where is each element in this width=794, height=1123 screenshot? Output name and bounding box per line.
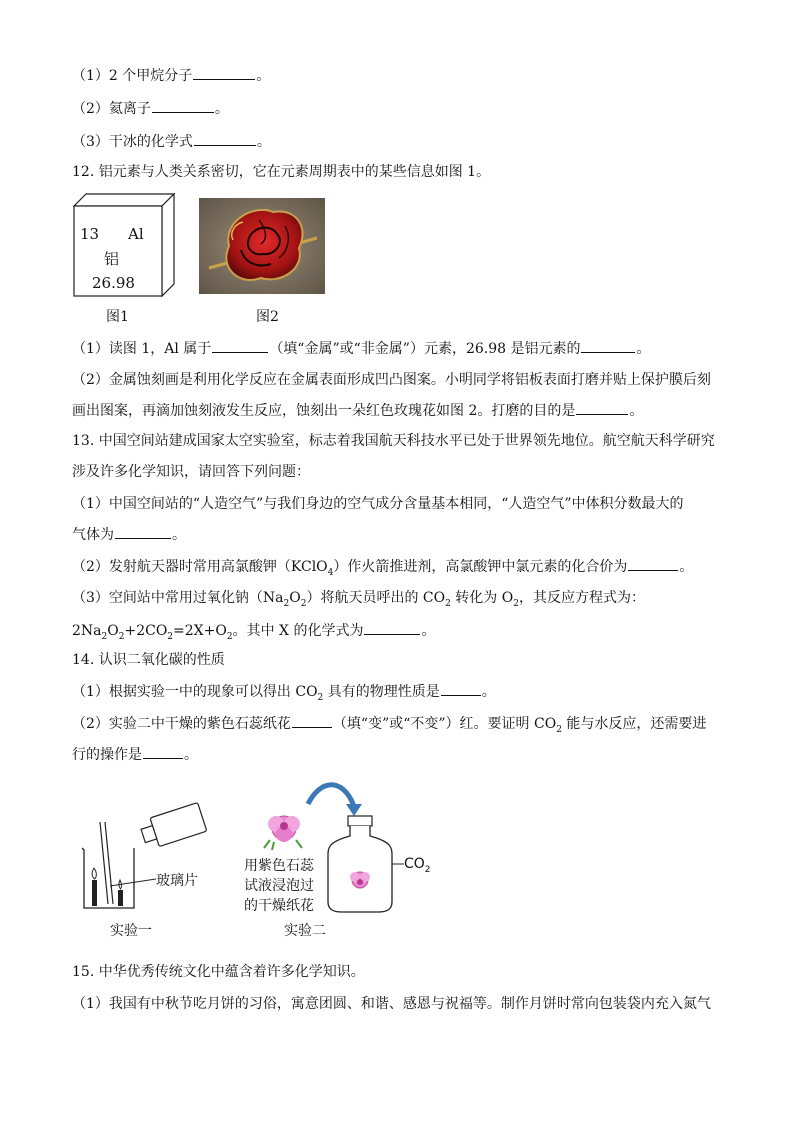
element-symbol: Al xyxy=(128,225,144,243)
answer-blank[interactable] xyxy=(628,556,678,571)
q12-p1: （1）读图 1，Al 属于 （填“金属”或“非金属”）元素，26.98 是铝元素的 。 xyxy=(72,338,650,359)
answer-blank[interactable] xyxy=(441,681,481,696)
answer-blank[interactable] xyxy=(581,338,635,353)
q11-s3: （3）干冰的化学式 。 xyxy=(72,131,271,152)
q12-p2b: 画出图案，再滴加蚀刻液发生反应，蚀刻出一朵红色玫瑰花如图 2。打磨的目的是 。 xyxy=(72,400,643,421)
answer-blank[interactable] xyxy=(292,713,332,728)
glass-plate-label: 玻璃片 xyxy=(156,873,198,889)
fig1-caption: 图1 xyxy=(106,309,129,325)
answer-blank[interactable] xyxy=(576,400,628,415)
element-mass: 26.98 xyxy=(92,274,135,292)
answer-blank[interactable] xyxy=(194,131,256,146)
q13-p1b: 气体为 。 xyxy=(72,524,186,545)
fig2-caption: 图2 xyxy=(256,309,279,325)
q13-stem2: 涉及许多化学知识，请回答下列问题： xyxy=(72,464,310,480)
element-number: 13 xyxy=(80,225,100,243)
q13-equation: $2Na_2O_2+2CO_2=2X+O_2$。其中 X 的化学式为 。 xyxy=(72,620,435,641)
answer-blank[interactable] xyxy=(143,744,183,759)
etched-rose-photo xyxy=(199,198,325,294)
answer-blank[interactable] xyxy=(193,65,255,80)
q14-p1: （1）根据实验一中的现象可以得出 $CO_2$ 具有的物理性质是 。 xyxy=(72,681,496,702)
q14-p2d: 行的操作是 。 xyxy=(72,744,198,765)
q13-stem1: 13. 中国空间站建成国家太空实验室，标志着我国航天科技水平已处于世界领先地位。航空航天科学研究 xyxy=(72,433,715,449)
q12-p2a: （2）金属蚀刻画是利用化学反应在金属表面形成凹凸图案。小明同学将铝板表面打磨并贴上保护膜后刻 xyxy=(72,372,711,388)
q11-s2: （2）氦离子 。 xyxy=(72,98,229,119)
q13-p2: （2）发射航天器时常用高氯酸钾（KClO$_4$）作火箭推进剂，高氯酸钾中氯元素的化合价为 。 xyxy=(72,556,693,577)
q14-p2: （2）实验二中干燥的紫色石蕊纸花 （填“变”或“不变”）红。要证明 $CO_2$ 能与水反应，还需要进 xyxy=(72,713,706,734)
exp2-caption: 实验二 xyxy=(284,923,326,939)
q12-stem: 12. 铝元素与人类关系密切，它在元素周期表中的某些信息如图 1。 xyxy=(72,164,491,180)
answer-blank[interactable] xyxy=(364,620,420,635)
answer-blank[interactable] xyxy=(152,98,214,113)
co2-label: $CO_2$ xyxy=(404,856,431,875)
q13-p3: （3）空间站中常用过氧化钠$(Na_2O_2)$将航天员呼出的 $CO_2$ 转化为 $O_2$，其反应方程式为： xyxy=(72,590,645,609)
q14-stem: 14. 认识二氧化碳的性质 xyxy=(72,652,225,668)
paper-flower-label: 用紫色石蕊 试液浸泡过 的干燥纸花 xyxy=(244,858,314,914)
experiment1-apparatus xyxy=(78,800,208,914)
answer-blank[interactable] xyxy=(212,338,268,353)
exp1-caption: 实验一 xyxy=(110,923,152,939)
q15-p1: （1）我国有中秋节吃月饼的习俗，寓意团圆、和谐、感恩与祝福等。制作月饼时常向包装袋内充入氮气 xyxy=(72,996,711,1012)
q15-stem: 15. 中华优秀传统文化中蕴含着许多化学知识。 xyxy=(72,964,365,980)
element-name: 铝 xyxy=(104,250,120,268)
q13-p1a: （1）中国空间站的“人造空气”与我们身边的空气成分含量基本相同，“人造空气”中体积分数最大的 xyxy=(72,496,684,512)
q11-s1: （1）2 个甲烷分子 。 xyxy=(72,65,270,86)
answer-blank[interactable] xyxy=(115,524,171,539)
